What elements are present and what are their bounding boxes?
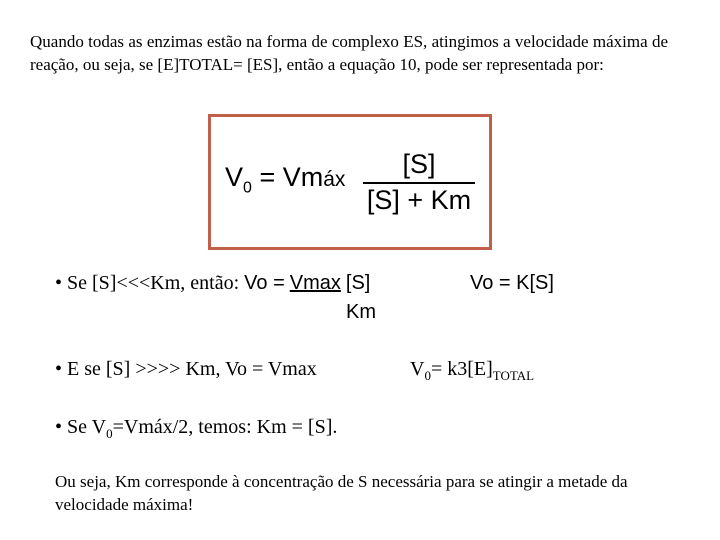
intro-paragraph: Quando todas as enzimas estão na forma de complexo ES, atingimos a velocidade máxima de reação, ou seja, se [E]TOTAL= [ES], então a equação 10, pode ser representada por: (30, 32, 668, 74)
equation-v: V (225, 162, 244, 192)
bullet-high-substrate: • E se [S] >>>> Km, Vo = Vmax (55, 358, 317, 380)
equation-v-subscript: 0 (243, 179, 252, 197)
equation-fraction (363, 149, 475, 216)
bullet-high-substrate-result: $V_0= k3[E]_{TOTAL}$ (410, 358, 535, 383)
equation-denominator: [S] + Km (366, 185, 472, 215)
equation-vmax: Vmáx (282, 162, 346, 192)
equation-numerator: [S] (363, 149, 475, 184)
michaelis-menten-equation-box (208, 114, 492, 250)
bullet-low-substrate-result: Vo = K[S] (470, 272, 554, 294)
conclusion-paragraph: Ou seja, Km corresponde à concentração de S necessária para se atingir a metade da velocidade máxima! (55, 472, 628, 514)
equation-equals: = (259, 162, 276, 192)
equation-left-side (225, 162, 345, 197)
bullet-low-substrate-km: Km (346, 301, 376, 323)
bullet-half-vmax: • Se $V_0=Vmáx/2$, temos: Km = [S]. (55, 416, 338, 441)
bullet-low-substrate: • Se [S]<<<Km, então: Vo = Vmax [S] (55, 272, 371, 294)
